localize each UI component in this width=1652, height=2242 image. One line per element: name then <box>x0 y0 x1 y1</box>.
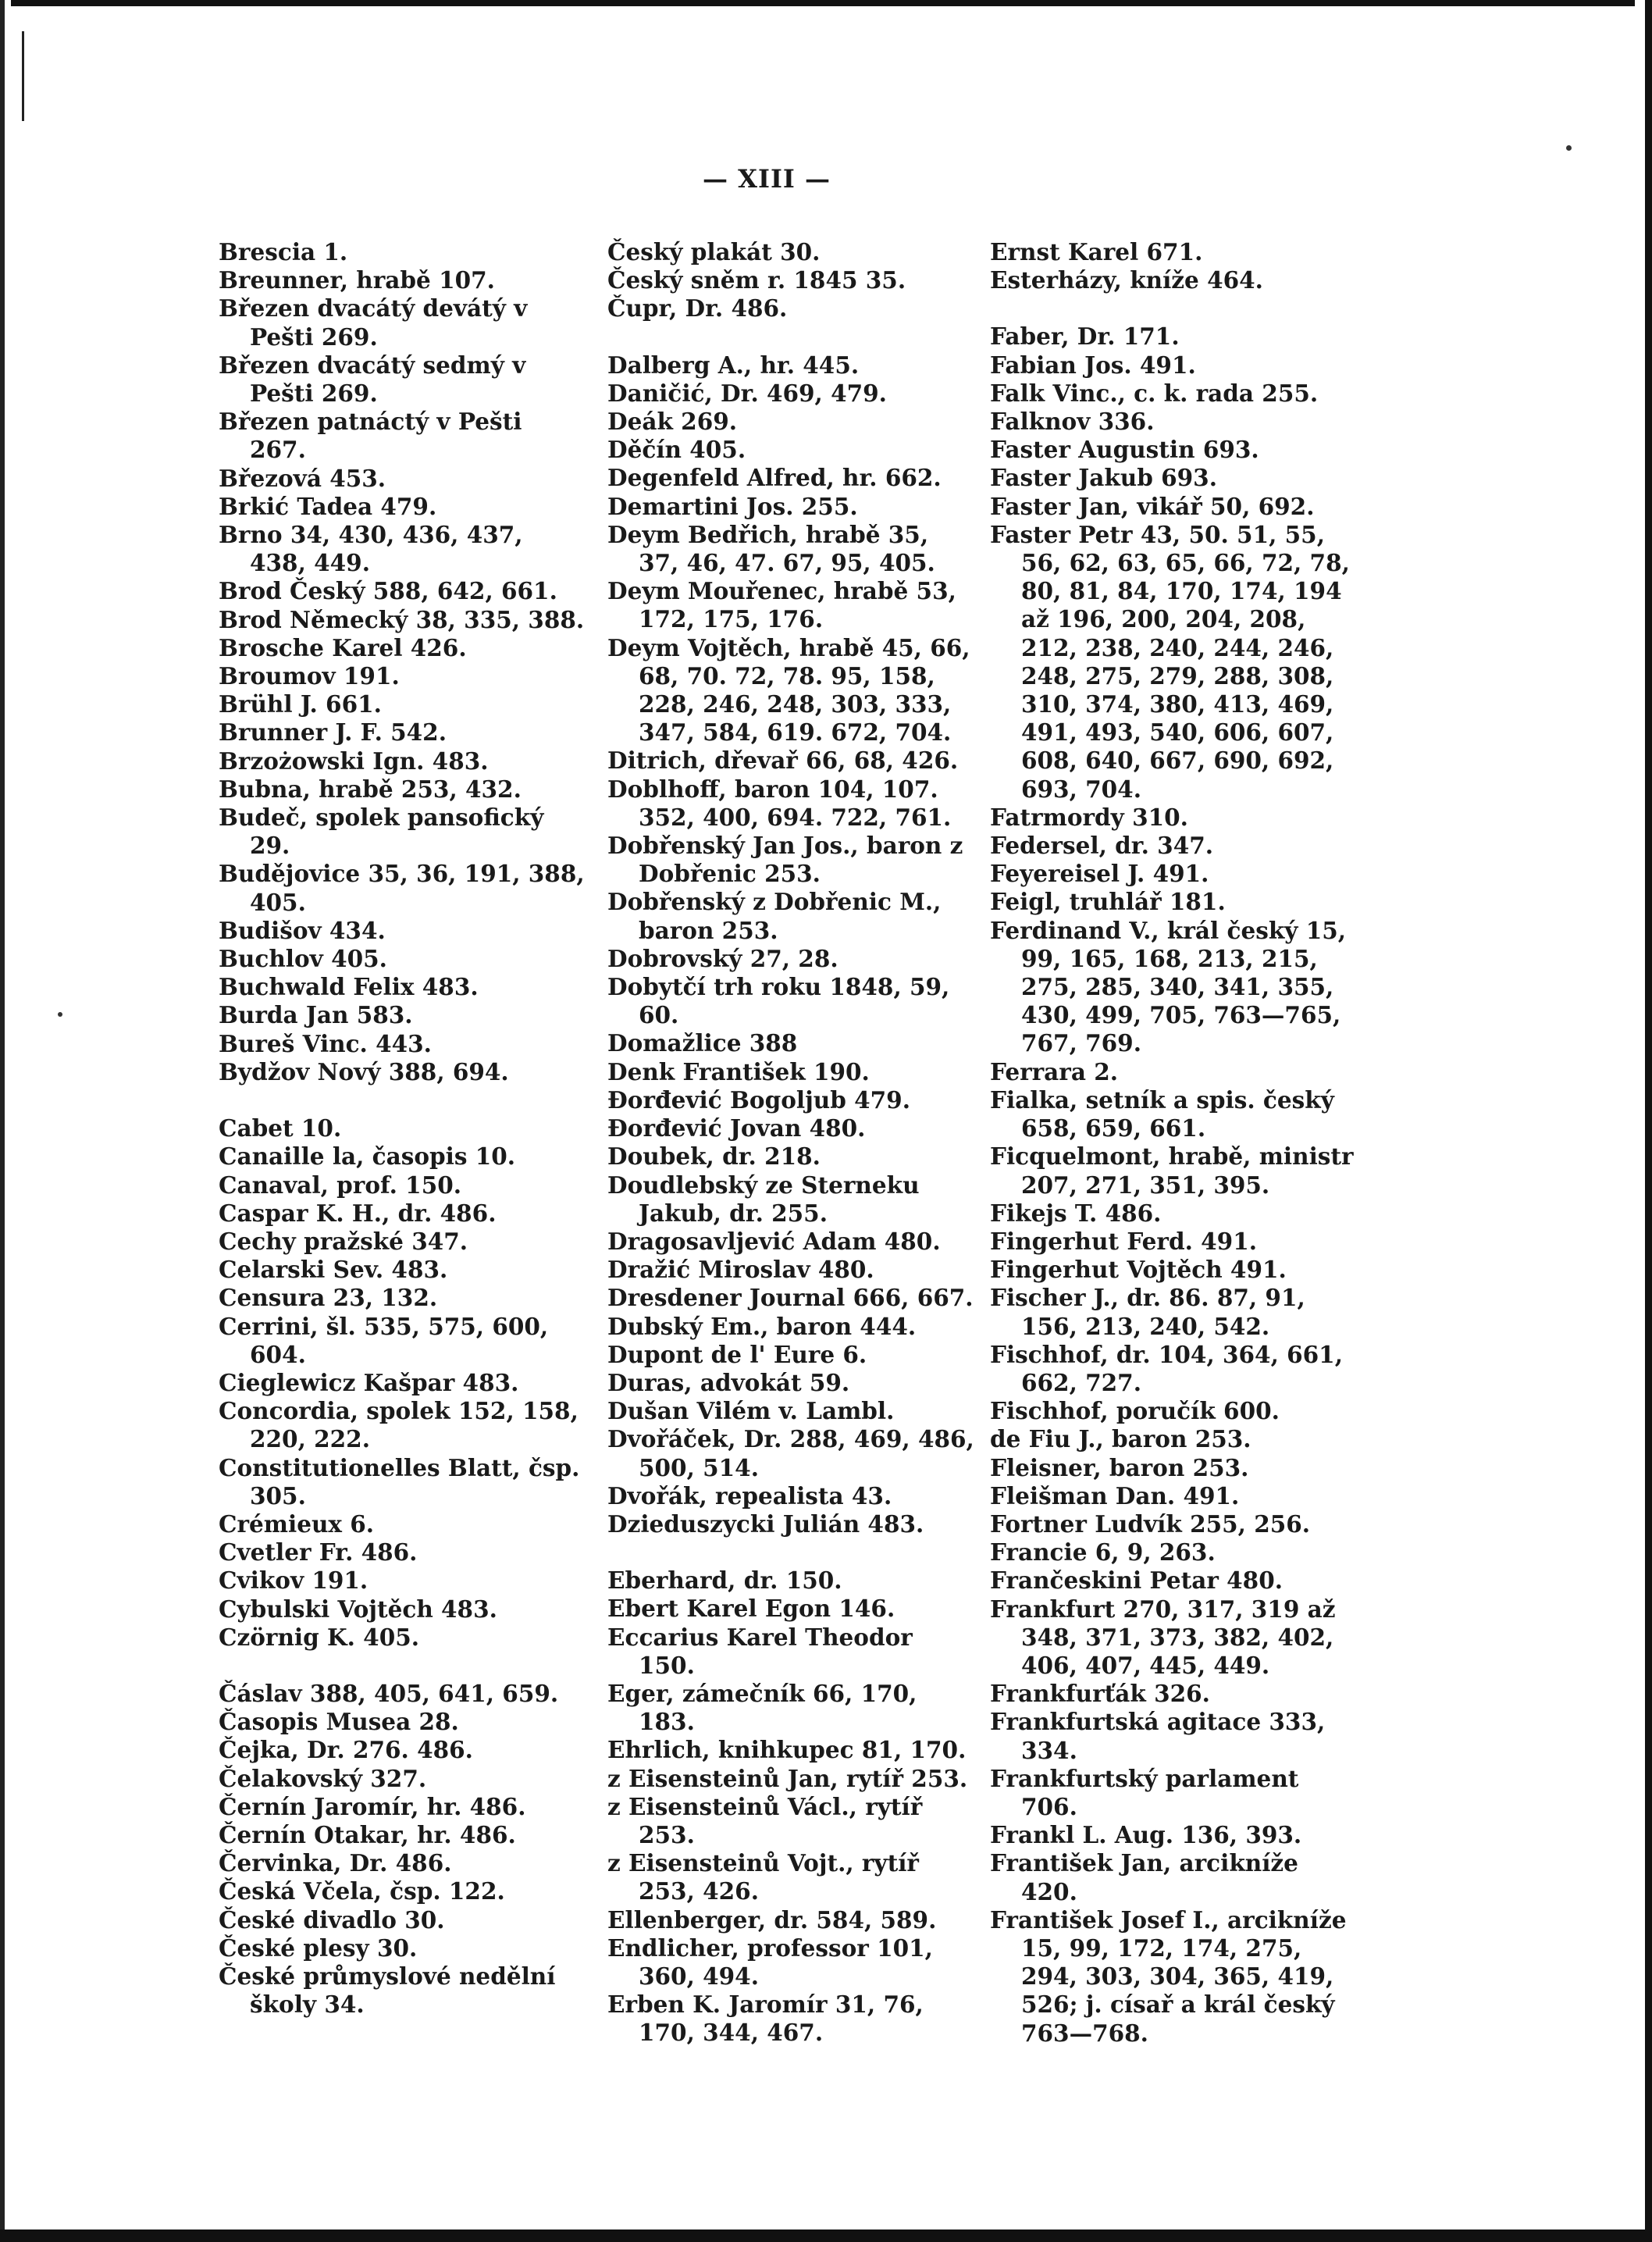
index-entry: Cvetler Fr. 486. <box>219 1538 418 1567</box>
index-entry: Federsel, dr. 347. <box>990 832 1214 860</box>
index-entry: Eccarius Karel Theodor 150. <box>607 1623 913 1679</box>
index-entry: Fischhof, dr. 104, 364, 661, 662, 727. <box>990 1340 1343 1396</box>
index-entry: Černín Otakar, hr. 486. <box>219 1820 516 1848</box>
index-entry: Czörnig K. 405. <box>219 1623 420 1651</box>
index-entry: Endlicher, professor 101, 360, 494. <box>607 1934 933 1990</box>
letter-section-gap <box>219 1652 586 1680</box>
index-entry: Fikejs T. 486. <box>990 1199 1162 1227</box>
index-entry: Dupont de l' Eure 6. <box>607 1340 867 1368</box>
index-entry: Ditrich, dřevař 66, 68, 426. <box>607 747 959 775</box>
index-entry: Dvořák, repealista 43. <box>607 1481 892 1510</box>
page-number: — XIII — <box>703 164 831 194</box>
index-entry: Dubský Em., baron 444. <box>607 1312 917 1340</box>
index-entry: Faster Petr 43, 50. 51, 55, 56, 62, 63, 65, 66, 72, 78, 80, 81, 84, 170, 174, 194 až 196, 200, 204, 208, 212, 238, 240, 244, 246, 248, 275, 279, 288, 308, 310, 374, 380, 413, 469, 491, 493, 540, 606, 607, 608, 640, 667, 690, 692, 693, 704. <box>990 520 1350 803</box>
index-entry: Ellenberger, dr. 584, 589. <box>607 1905 937 1934</box>
index-entry: Duras, advokát 59. <box>607 1368 850 1396</box>
index-entry: Concordia, spolek 152, 158, 220, 222. <box>219 1397 579 1453</box>
index-entry: Bureš Vinc. 443. <box>219 1029 432 1057</box>
scan-border-top <box>0 0 1652 6</box>
index-entry: Březen dvacátý sedmý v Pešti 269. <box>219 351 526 408</box>
index-entry: Cybulski Vojtěch 483. <box>219 1595 497 1623</box>
index-entry: Denk František 190. <box>607 1057 870 1085</box>
index-entry: Falknov 336. <box>990 408 1155 436</box>
index-entry: Brunner J. F. 542. <box>219 718 447 747</box>
index-entry: Burda Jan 583. <box>219 1001 413 1029</box>
index-entry: Březová 453. <box>219 464 386 492</box>
index-entry: Buchwald Felix 483. <box>219 973 479 1001</box>
index-column-1 <box>219 238 586 2019</box>
index-entry: Đorđević Bogoljub 479. <box>607 1085 910 1114</box>
index-entry: Doblhoff, baron 104, 107. 352, 400, 694. 722, 761. <box>607 775 952 831</box>
index-entry: Frankfurtská agitace 333, 334. <box>990 1708 1326 1764</box>
index-entry: Březen dvacátý devátý v Pešti 269. <box>219 294 528 351</box>
index-entry: Dobrovský 27, 28. <box>607 944 838 972</box>
index-entry: Erben K. Jaromír 31, 76, 170, 344, 467. <box>607 1991 924 2047</box>
index-entry: z Eisensteinů Jan, rytíř 253. <box>607 1764 968 1792</box>
index-entry: Cieglewicz Kašpar 483. <box>219 1368 519 1396</box>
index-entry: Fleišman Dan. 491. <box>990 1481 1240 1510</box>
index-entry: Cabet 10. <box>219 1114 342 1142</box>
letter-section-gap <box>607 1538 974 1567</box>
index-entry: Francie 6, 9, 263. <box>990 1538 1216 1567</box>
index-entry: Broumov 191. <box>219 662 400 690</box>
index-entry: Ernst Karel 671. <box>990 238 1203 266</box>
index-entry: České plesy 30. <box>219 1934 418 1962</box>
letter-section-gap <box>219 1086 586 1114</box>
index-entry: Dobřenský z Dobřenic M., baron 253. <box>607 888 942 944</box>
index-entry: Červinka, Dr. 486. <box>219 1849 452 1877</box>
index-entry: Budišov 434. <box>219 916 386 944</box>
index-entry: Degenfeld Alfred, hr. 662. <box>607 464 942 492</box>
index-entry: Brühl J. 661. <box>219 690 382 718</box>
index-column-3 <box>990 238 1357 2048</box>
scan-speck <box>1566 145 1572 151</box>
index-entry: Český sněm r. 1845 35. <box>607 266 906 294</box>
index-entry: Censura 23, 132. <box>219 1284 438 1312</box>
index-entry: Daničić, Dr. 469, 479. <box>607 379 887 407</box>
index-entry: Čáslav 388, 405, 641, 659. <box>219 1679 559 1707</box>
index-entry: Bubna, hrabě 253, 432. <box>219 775 522 803</box>
index-entry: Constitutionelles Blatt, čsp. 305. <box>219 1453 580 1510</box>
index-entry: Crémieux 6. <box>219 1510 375 1538</box>
index-entry: Cvikov 191. <box>219 1567 368 1595</box>
index-entry: Černín Jaromír, hr. 486. <box>219 1792 526 1820</box>
index-entry: Faster Jan, vikář 50, 692. <box>990 492 1315 520</box>
index-entry: Ferrara 2. <box>990 1057 1119 1085</box>
index-entry: Dušan Vilém v. Lambl. <box>607 1397 895 1425</box>
index-entry: Budeč, spolek pansofický 29. <box>219 804 544 860</box>
index-entry: Breunner, hrabě 107. <box>219 266 495 294</box>
index-entry: Čupr, Dr. 486. <box>607 294 788 323</box>
index-entry: Brkić Tadea 479. <box>219 492 437 520</box>
index-entry: České divadlo 30. <box>219 1905 445 1934</box>
index-entry: Frančeskini Petar 480. <box>990 1567 1284 1595</box>
index-entry: Deák 269. <box>607 408 738 436</box>
index-entry: Děčín 405. <box>607 436 746 464</box>
index-entry: Brosche Karel 426. <box>219 633 467 661</box>
index-entry: Eberhard, dr. 150. <box>607 1567 842 1595</box>
letter-section-gap <box>990 294 1357 323</box>
index-entry: Ebert Karel Egon 146. <box>607 1595 895 1623</box>
index-entry: Časopis Musea 28. <box>219 1708 459 1736</box>
index-entry: Dresdener Journal 666, 667. <box>607 1284 974 1312</box>
index-entry: Březen patnáctý v Pešti 267. <box>219 408 522 464</box>
scan-border-left <box>0 0 11 2242</box>
index-entry: České průmyslové nedělní školy 34. <box>219 1962 556 2019</box>
index-entry: Dobytčí trh roku 1848, 59, 60. <box>607 973 950 1029</box>
index-entry: Česká Včela, čsp. 122. <box>219 1877 505 1905</box>
index-entry: Brod Český 588, 642, 661. <box>219 577 557 605</box>
index-entry: Deym Bedřich, hrabě 35, 37, 46, 47. 67, 95, 405. <box>607 520 935 577</box>
index-entry: Faster Augustin 693. <box>990 436 1259 464</box>
index-entry: Dvořáček, Dr. 288, 469, 486, 500, 514. <box>607 1425 974 1481</box>
index-entry: de Fiu J., baron 253. <box>990 1425 1251 1453</box>
index-entry: Fleisner, baron 253. <box>990 1453 1249 1481</box>
index-entry: Đorđević Jovan 480. <box>607 1114 866 1142</box>
index-entry: Fortner Ludvík 255, 256. <box>990 1510 1311 1538</box>
index-entry: Feyereisel J. 491. <box>990 860 1209 888</box>
index-entry: Cerrini, šl. 535, 575, 600, 604. <box>219 1312 549 1368</box>
index-entry: Ehrlich, knihkupec 81, 170. <box>607 1736 967 1764</box>
index-entry: Fatrmordy 310. <box>990 803 1188 831</box>
index-column-2 <box>607 238 974 2048</box>
index-entry: Ficquelmont, hrabě, ministr 207, 271, 351, 395. <box>990 1142 1354 1199</box>
index-entry: Demartini Jos. 255. <box>607 492 858 520</box>
index-entry: Frankfurtský parlament 706. <box>990 1764 1299 1820</box>
index-entry: Buchlov 405. <box>219 945 387 973</box>
index-entry: z Eisensteinů Václ., rytíř 253. <box>607 1792 923 1848</box>
index-entry: Doubek, dr. 218. <box>607 1142 821 1171</box>
index-entry: Ferdinand V., král český 15, 99, 165, 168, 213, 215, 275, 285, 340, 341, 355, 430, 499, 705, 763—765, 767, 769. <box>990 916 1347 1057</box>
index-entry: Caspar K. H., dr. 486. <box>219 1199 497 1227</box>
index-entry: Fabian Jos. 491. <box>990 351 1196 379</box>
index-entry: Čejka, Dr. 276. 486. <box>219 1736 473 1764</box>
index-entry: František Jan, arcikníže 420. <box>990 1849 1298 1905</box>
index-entry: Dalberg A., hr. 445. <box>607 351 860 379</box>
index-entry: Cechy pražské 347. <box>219 1227 468 1255</box>
index-entry: Deym Vojtěch, hrabě 45, 66, 68, 70. 72, 78. 95, 158, 228, 246, 248, 303, 333, 347, 584, 619. 672, 704. <box>607 633 970 747</box>
index-entry: Frankfurt 270, 317, 319 až 348, 371, 373, 382, 402, 406, 407, 445, 449. <box>990 1595 1336 1679</box>
index-entry: František Josef I., arcikníže 15, 99, 172, 174, 275, 294, 303, 304, 365, 419, 526; j. císař a král český 763—768. <box>990 1905 1347 2047</box>
index-entry: z Eisensteinů Vojt., rytíř 253, 426. <box>607 1849 919 1905</box>
index-entry: Doudlebský ze Sterneku Jakub, dr. 255. <box>607 1171 920 1227</box>
index-entry: Dobřenský Jan Jos., baron z Dobřenic 253. <box>607 832 963 888</box>
index-entry: Faber, Dr. 171. <box>990 323 1180 351</box>
index-entry: Dragosavljević Adam 480. <box>607 1227 941 1255</box>
index-entry: Eger, zámečník 66, 170, 183. <box>607 1679 917 1736</box>
index-entry: Fingerhut Vojtěch 491. <box>990 1256 1287 1284</box>
index-entry: Celarski Sev. 483. <box>219 1256 448 1284</box>
scan-border-bottom <box>0 2230 1652 2242</box>
letter-section-gap <box>607 323 974 351</box>
index-entry: Faster Jakub 693. <box>990 464 1217 492</box>
index-entry: Canaille la, časopis 10. <box>219 1142 516 1171</box>
scan-mark-left <box>22 31 24 121</box>
index-entry: Deym Mouřenec, hrabě 53, 172, 175, 176. <box>607 577 956 633</box>
index-entry: Fialka, setník a spis. český 658, 659, 661. <box>990 1085 1334 1142</box>
index-entry: Domažlice 388 <box>607 1029 798 1057</box>
index-entry: Budějovice 35, 36, 191, 388, 405. <box>219 860 585 916</box>
scan-speck <box>58 1012 62 1017</box>
scan-border-right <box>1635 0 1652 2242</box>
index-entry: Esterházy, kníže 464. <box>990 266 1263 294</box>
index-entry: Canaval, prof. 150. <box>219 1171 462 1199</box>
index-entry: Bydžov Nový 388, 694. <box>219 1057 509 1085</box>
index-entry: Brescia 1. <box>219 238 348 266</box>
index-entry: Čelakovský 327. <box>219 1764 427 1792</box>
index-entry: Frankfurťák 326. <box>990 1680 1210 1708</box>
index-entry: Fischer J., dr. 86. 87, 91, 156, 213, 240, 542. <box>990 1284 1305 1340</box>
index-entry: Fingerhut Ferd. 491. <box>990 1227 1257 1255</box>
index-entry: Brod Německý 38, 335, 388. <box>219 605 585 633</box>
index-entry: Brno 34, 430, 436, 437, 438, 449. <box>219 521 523 577</box>
index-entry: Frankl L. Aug. 136, 393. <box>990 1821 1302 1849</box>
index-entry: Falk Vinc., c. k. rada 255. <box>990 379 1319 407</box>
index-entry: Dražić Miroslav 480. <box>607 1256 874 1284</box>
index-entry: Dzieduszycki Julián 483. <box>607 1510 924 1538</box>
index-entry: Český plakát 30. <box>607 238 821 266</box>
index-entry: Fischhof, poručík 600. <box>990 1397 1280 1425</box>
index-entry: Brzożowski Ign. 483. <box>219 747 489 775</box>
index-entry: Feigl, truhlář 181. <box>990 888 1226 916</box>
